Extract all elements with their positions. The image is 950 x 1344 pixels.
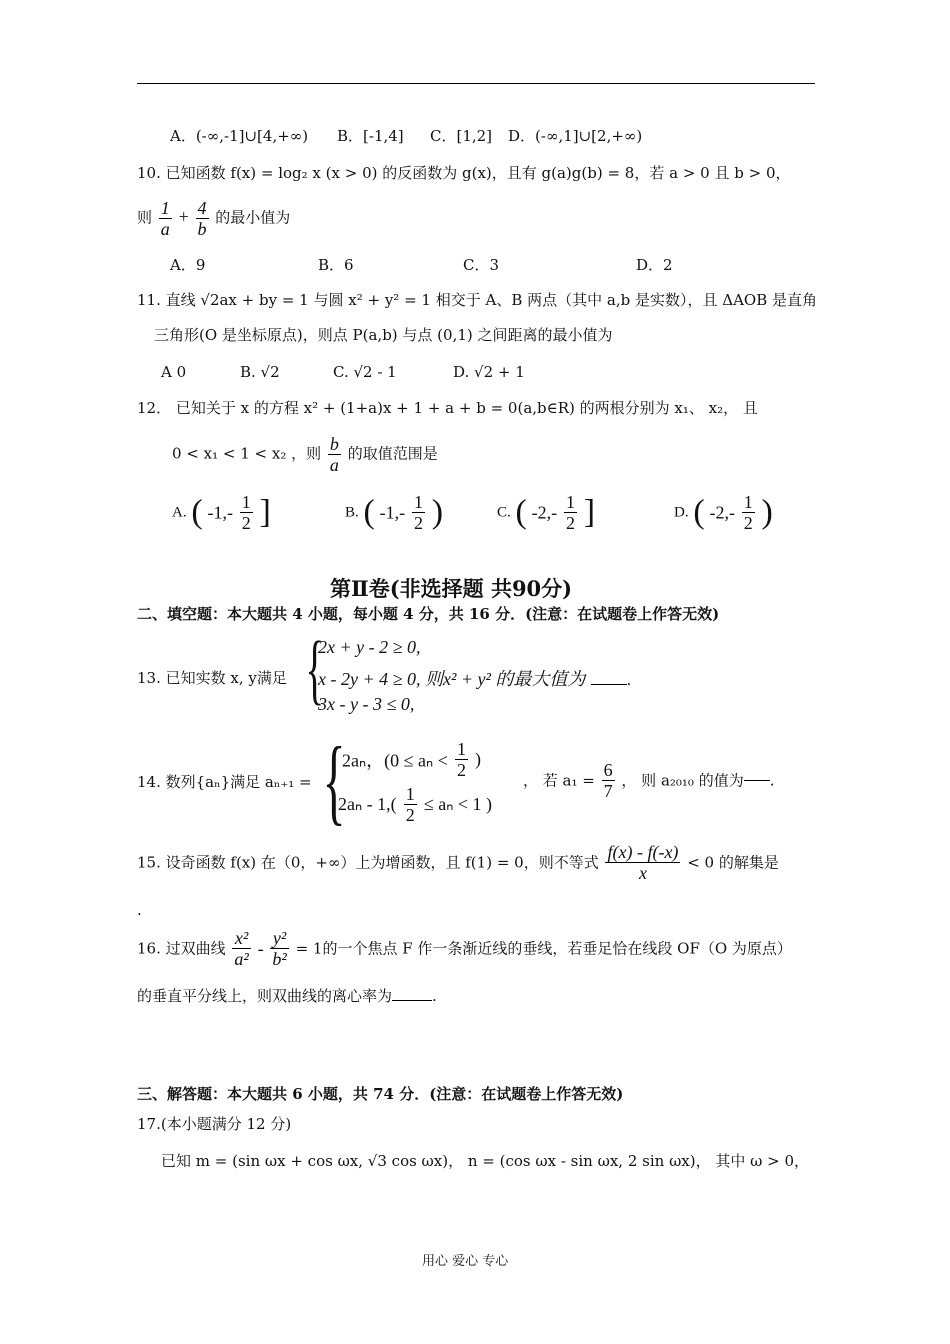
q14-end: . xyxy=(769,771,775,790)
q12-fraction xyxy=(328,434,341,475)
q12-frac-den: a xyxy=(329,455,339,475)
q10-option-b: B．6 xyxy=(318,256,354,274)
q15-prefix: 15. 设奇函数 f(x) 在（0，+∞）上为增函数，且 f(1) = 0，则不等式 xyxy=(137,853,599,872)
q15-line xyxy=(137,842,779,883)
q16-f2-num: y² xyxy=(270,928,288,949)
q10-stem: 10. 已知函数 f(x) = log₂ x (x > 0) 的反函数为 g(x)，且有 g(a)g(b) = 8，若 a > 0 且 b > 0， xyxy=(137,164,791,182)
q14-suffix: ， 则 a₂₀₁₀ 的值为 xyxy=(621,771,744,790)
q11-stem-2: 三角形(O 是坐标原点)，则点 P(a,b) 与点 (0,1) 之间距离的最小值为 xyxy=(154,326,613,344)
q12-option-b-den: 2 xyxy=(413,513,423,533)
q11-option-b: B. √2 xyxy=(240,363,280,381)
q12-frac-num: b xyxy=(329,434,339,454)
q13-condition-2-line xyxy=(318,665,631,691)
q12-option-c-fraction xyxy=(564,492,577,533)
q10-frac1-den: a xyxy=(160,219,170,239)
section-2-heading: 二、填空题：本大题共 4 小题，每小题 4 分，共 16 分．(注意：在试题卷上作答无效) xyxy=(137,605,720,623)
q10-frac2-den: b xyxy=(197,219,207,239)
q12-option-a-lbracket: ( xyxy=(191,493,203,531)
q12-option-d xyxy=(674,492,773,533)
q16-prefix: 16. 过双曲线 xyxy=(137,939,226,958)
q10-frac2-num: 4 xyxy=(197,198,207,218)
q12-option-c-den: 2 xyxy=(565,513,575,533)
q13-end: . xyxy=(626,671,632,689)
q16-line-1 xyxy=(137,928,792,969)
q16-f1-den: a² xyxy=(234,949,249,969)
q13-brace: { xyxy=(305,625,325,712)
q14-a1-num: 6 xyxy=(603,760,613,780)
q10-suffix: 的最小值为 xyxy=(215,208,291,227)
q15-fraction xyxy=(605,842,680,883)
q14-case-1-fraction xyxy=(455,739,468,780)
section-3-heading: 三、解答题：本大题共 6 小题，共 74 分．(注意：在试题卷上作答无效) xyxy=(137,1085,624,1103)
q12-option-d-value: -2,- xyxy=(709,502,735,523)
q16-f2-den: b² xyxy=(272,949,287,969)
q16-f1-num: x² xyxy=(232,928,250,949)
q13-condition-1: 2x + y - 2 ≥ 0, xyxy=(318,637,421,657)
q10-frac1-num: 1 xyxy=(160,198,170,218)
q14-case-1-text: 2aₙ，(0 ≤ aₙ < xyxy=(342,750,448,771)
q14-case-2-den: 2 xyxy=(405,805,415,825)
q12-option-b-label: B. xyxy=(345,504,359,521)
q12-option-a-rbracket: ] xyxy=(259,493,271,531)
q16-end: . xyxy=(432,987,437,1005)
q12-option-b-num: 1 xyxy=(413,492,423,512)
q11-stem: 11. 直线 √2ax + by = 1 与圆 x² + y² = 1 相交于 A、B 两点（其中 a,b 是实数），且 ΔAOB 是直角 xyxy=(137,291,818,309)
q16-fraction-1 xyxy=(232,928,250,969)
header-rule xyxy=(137,83,815,84)
q12-option-a-fraction xyxy=(240,492,253,533)
q14-a1-fraction xyxy=(602,760,615,801)
q16-suffix: = 1的一个焦点 F 作一条渐近线的垂线，若垂足恰在线段 OF（O 为原点） xyxy=(295,939,792,958)
page-footer: 用心 爱心 专心 xyxy=(422,1254,509,1269)
q14-case-1-num: 1 xyxy=(456,739,466,759)
q12-option-d-den: 2 xyxy=(743,513,753,533)
q13-condition-3: 3x - y - 3 ≤ 0, xyxy=(318,694,415,714)
q10-plus: + xyxy=(178,206,189,227)
q12-option-a-den: 2 xyxy=(241,513,251,533)
q12-option-b-fraction xyxy=(412,492,425,533)
q14-case-2-fraction xyxy=(404,784,417,825)
q12-option-c-rbracket: ] xyxy=(583,493,596,531)
q12-option-c xyxy=(497,492,595,533)
q14-case-2-num: 1 xyxy=(405,784,415,804)
q14-case-1-end: ) xyxy=(475,749,482,769)
q14-case-2-text: 2aₙ - 1,( xyxy=(338,794,397,814)
q17-header: 17.(本小题满分 12 分) xyxy=(137,1115,292,1133)
q12-option-a xyxy=(172,492,271,533)
q12-option-d-num: 1 xyxy=(743,492,753,512)
q9-option-a: A．(-∞,-1]∪[4,+∞) xyxy=(170,127,309,145)
q10-fraction-1 xyxy=(159,198,172,239)
q12-option-c-num: 1 xyxy=(565,492,575,512)
q10-option-d: D．2 xyxy=(636,256,673,274)
q12-option-c-lbracket: ( xyxy=(515,493,527,531)
q14-case-2 xyxy=(338,784,492,825)
q9-option-b: B．[-1,4] xyxy=(337,127,404,145)
q10-option-a: A．9 xyxy=(170,256,206,274)
q12-option-b-rbracket: ) xyxy=(431,493,444,531)
q10-prefix: 则 xyxy=(137,208,153,227)
q12-option-b-lbracket: ( xyxy=(363,493,375,531)
q14-brace: { xyxy=(322,727,346,834)
q12-option-d-rbracket: ) xyxy=(761,493,773,531)
q10-line2 xyxy=(137,198,290,239)
q16-line-2-text: 的垂直平分线上，则双曲线的离心率为 xyxy=(137,987,393,1005)
q11-option-a: A 0 xyxy=(161,363,187,381)
q13-condition-2: x - 2y + 4 ≥ 0, 则x² + y² 的最大值为 xyxy=(318,669,586,689)
q16-minus: - xyxy=(257,938,264,959)
q12-option-b-value: -1,- xyxy=(379,502,406,523)
q15-frac-num: f(x) - f(-x) xyxy=(607,842,679,862)
q12-suffix: 的取值范围是 xyxy=(347,444,438,463)
q10-option-c: C．3 xyxy=(463,256,500,274)
q12-option-a-label: A. xyxy=(172,504,187,521)
q12-line2 xyxy=(172,434,438,475)
q14-case-2-end: ≤ aₙ < 1 ) xyxy=(423,794,493,814)
q12-option-b xyxy=(345,492,443,533)
q12-prefix: 0 < x₁ < 1 < x₂ ，则 xyxy=(172,444,322,463)
q9-option-d: D．(-∞,1]∪[2,+∞) xyxy=(508,127,643,145)
q12-stem: 12． 已知关于 x 的方程 x² + (1+a)x + 1 + a + b = 0(a,b∈R) 的两根分别为 x₁、 x₂， 且 xyxy=(137,399,758,417)
q16-answer-blank xyxy=(392,1000,432,1001)
q13-prefix: 13. 已知实数 x, y满足 xyxy=(137,669,287,687)
q15-suffix: < 0 的解集是 xyxy=(687,853,779,872)
q12-option-c-value: -2,- xyxy=(531,502,558,523)
q17-stem: 已知 m = (sin ωx + cos ωx, √3 cos ωx)， n = (cos ωx - sin ωx, 2 sin ωx)， 其中 ω > 0， xyxy=(161,1152,810,1170)
q11-option-c: C. √2 - 1 xyxy=(333,363,397,381)
q14-a1-den: 7 xyxy=(603,781,613,801)
q15-dot: . xyxy=(137,901,142,919)
q16-fraction-2 xyxy=(270,928,288,969)
q12-option-a-num: 1 xyxy=(241,492,251,512)
q10-fraction-2 xyxy=(196,198,209,239)
q14-case-1 xyxy=(342,739,481,780)
q12-option-c-label: C. xyxy=(497,504,511,521)
q14-prefix: 14. 数列{aₙ}满足 aₙ₊₁ = xyxy=(137,773,312,791)
q12-option-d-fraction xyxy=(742,492,755,533)
q11-option-d: D. √2 + 1 xyxy=(453,363,525,381)
q14-case-1-den: 2 xyxy=(456,760,466,780)
q9-option-c: C．[1,2] xyxy=(430,127,493,145)
q12-option-a-value: -1,- xyxy=(207,502,233,523)
q13-answer-blank xyxy=(591,684,627,685)
q12-option-d-label: D. xyxy=(674,504,689,521)
q14-mid: ， 若 a₁ = xyxy=(523,771,595,790)
part-2-title: 第Ⅱ卷(非选择题 共90分) xyxy=(330,576,573,601)
q15-frac-den: x xyxy=(638,863,647,883)
q14-tail xyxy=(523,760,775,801)
q12-option-d-lbracket: ( xyxy=(693,493,705,531)
q14-answer-blank xyxy=(744,780,770,781)
q16-line-2 xyxy=(137,986,437,1006)
